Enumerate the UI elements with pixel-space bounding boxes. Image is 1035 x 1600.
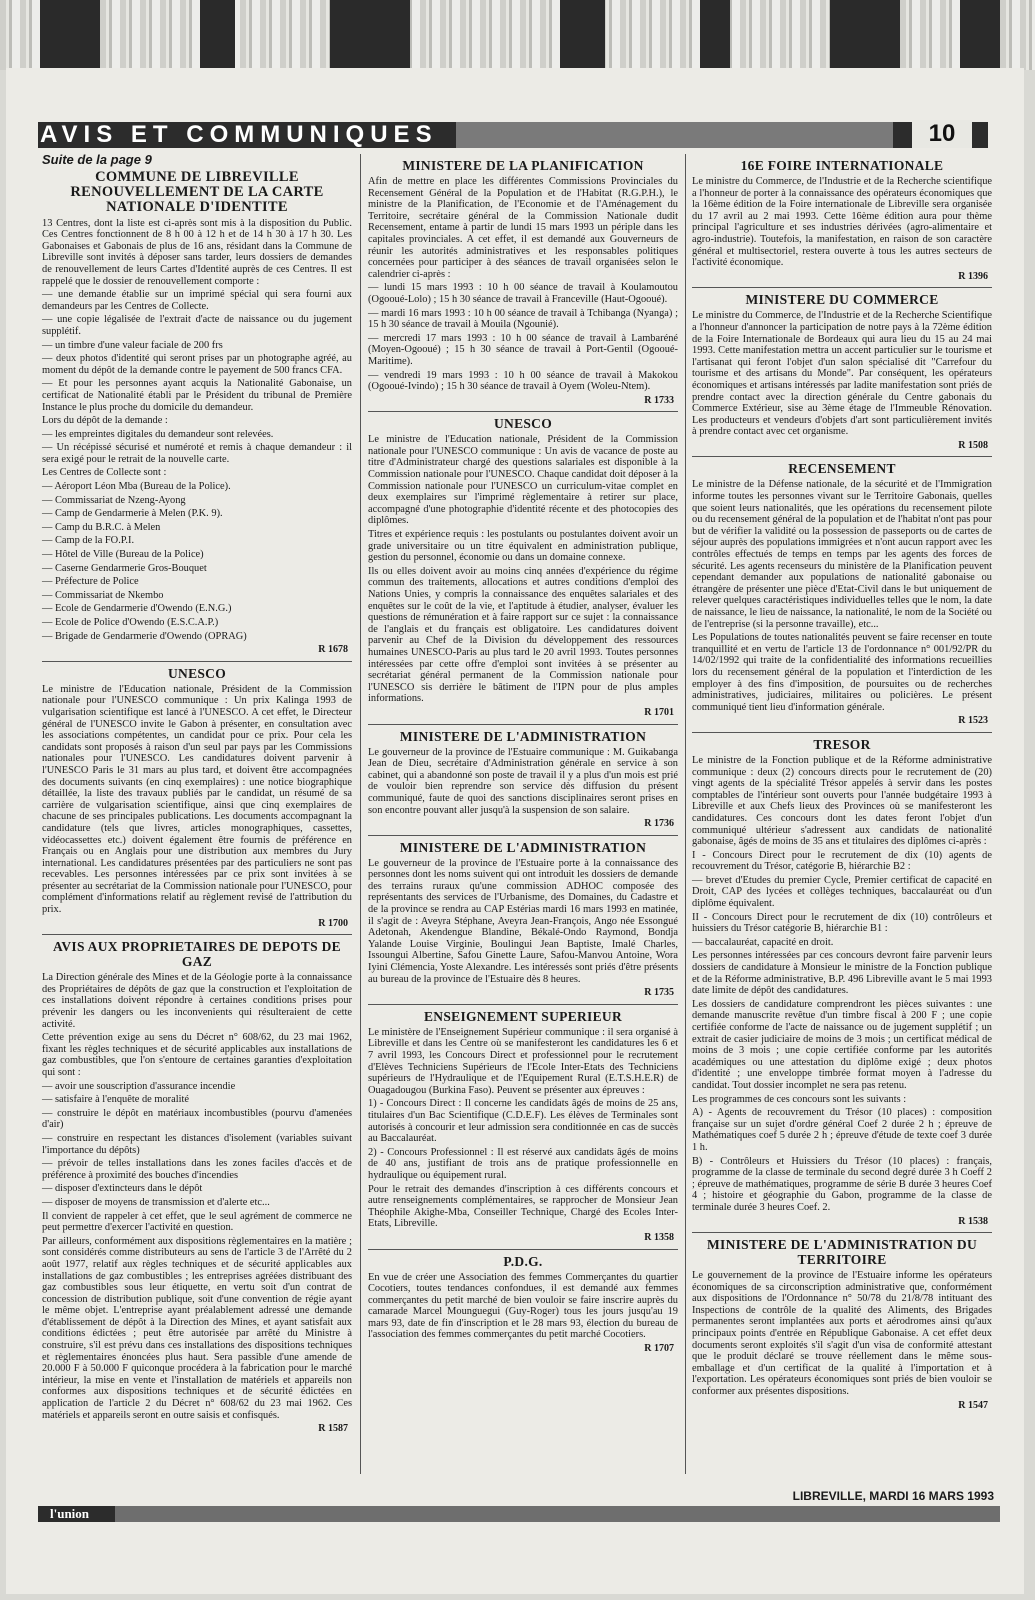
notice-administration-2 bbox=[368, 840, 678, 999]
page-number: 10 bbox=[912, 120, 972, 148]
notice-gas-depots bbox=[42, 939, 352, 1435]
notice-title: UNESCO bbox=[167, 665, 227, 681]
reference-code: R 1508 bbox=[958, 439, 988, 451]
notice-title: MINISTERE DE L'ADMINISTRATION bbox=[399, 728, 647, 744]
notice-administration-1 bbox=[368, 729, 678, 830]
list-item: — prévoir de telles installations dans les zones faciles d'accès et de préférence à proximité des bouches d'incendies bbox=[42, 1158, 352, 1181]
list-item: Lors du dépôt de la demande : bbox=[42, 415, 168, 427]
list-item: — lundi 15 mars 1993 : 10 h 00 séance de travail à Koulamoutou (Ogooué-Lolo) ; 15 h 30 séance de travail à Franceville (Haut-Ogooué). bbox=[368, 282, 678, 305]
notice-recensement bbox=[692, 461, 992, 726]
notice-title: COMMUNE DE LIBREVILLE RENOUVELLEMENT DE LA CARTE NATIONALE D'IDENTITE bbox=[70, 168, 324, 215]
reference-code: R 1396 bbox=[958, 270, 988, 282]
notice-title: TRESOR bbox=[813, 736, 871, 752]
reference-code: R 1523 bbox=[958, 715, 988, 727]
notice-tresor bbox=[692, 737, 992, 1227]
notice-title: ENSEIGNEMENT SUPERIEUR bbox=[423, 1008, 623, 1024]
list-item: — les empreintes digitales du demandeur sont relevées. bbox=[42, 428, 274, 440]
notice-paragraph: En vue de créer une Association des femmes Commerçantes du quartier Cocotiers, toutes tendances confondues, il est demandé aux femmes commerçantes du petit marché de bien vouloir se faire inscrire auprès du camarade Marcel Mounguegui (Guy-Roger) tous les jours jusqu'au 19 mars 93, date de fin d'inscription et le 28 mars 93, élection du bureau de l'association des femmes commerçantes du petit marché Cocotiers. bbox=[368, 1271, 678, 1341]
notice-title: MINISTERE DE L'ADMINISTRATION bbox=[399, 839, 647, 855]
notice-paragraph: Pour le retrait des demandes d'inscription à ces différents concours et autre renseignements complémentaires, se rapprocher de Monsieur Jean Théophile Akighe-Mba, Conseiller Technique, Chargé des Ecoles Inter-Etats, Libreville. bbox=[368, 1183, 678, 1230]
list-item: — Préfecture de Police bbox=[42, 576, 139, 588]
divider bbox=[368, 724, 678, 725]
notice-title: MINISTERE DE LA PLANIFICATION bbox=[402, 158, 644, 173]
list-item: — Camp de Gendarmerie à Melen (P.K. 9). bbox=[42, 508, 223, 520]
notice-paragraph: Ils ou elles doivent avoir au moins cinq années d'expérience du régime commun des traitements, allocations et autres conditions d'emploi des Nations Unies, y compris la connaissance des enquêtes salariales et des enquêtes sur le coût de la vie, et l'aptitude à étudier, analyser, évaluer les questions de rémunération et à faire rapport sur ce sujet : la connaissance de l'anglais et du français est obligatoire. Les candidatures doivent parvenir au Chef de la Division du développement des ressources humaines UNESCO-Paris au plus tard le 20 avril 1993. Toutes personnes intéressées par cette offre d'emploi sont invitées à se présenter au secrétariat général permanent de la Commission nationale pour l'UNESCO sis derrière le bâtiment de l'IPN pour de plus amples informations. bbox=[368, 565, 678, 705]
notice-territoire bbox=[692, 1237, 992, 1411]
notice-unesco-prize bbox=[42, 666, 352, 929]
notice-title: MINISTERE DE L'ADMINISTRATION DU TERRITOIRE bbox=[706, 1237, 977, 1268]
divider bbox=[692, 287, 992, 288]
list-item: II - Concours Direct pour le recrutement de dix (10) contrôleurs et huissiers du Trésor catégorie B, hiérarchie B1 : bbox=[692, 911, 992, 935]
notice-paragraph: Le ministre du Commerce, de l'Industrie et de la Recherche Scientifique a l'honneur d'annoncer la participation de notre pays à la 72ème édition de la Foire Internationale de Bordeaux qui aura lieu du 15 au 24 mai 1993. Cette manifestation mettra un accent particulier sur le tourisme et l'artisanat qui feront l'objet d'un salon spécialisé dit "Carrefour du tourisme et des artisans du Monde". Par conséquent, les opérateurs économiques et artisans intéressés par ladite manifestation sont priés de prendre contact avec la direction générale du Centre gabonais du Commerce Extérieur, sise au 3ème étage de l'Immeuble Rénovation. Les producteurs et vendeurs d'objets d'art sont particulièrement invités à prendre contact avec cet organisme. bbox=[692, 310, 992, 438]
list-item: — une copie légalisée de l'extrait d'acte de naissance ou du jugement supplétif. bbox=[42, 314, 352, 337]
reference-code: R 1701 bbox=[644, 706, 674, 718]
column-middle bbox=[368, 154, 678, 1357]
notice-title: AVIS AUX PROPRIETAIRES DE DEPOTS DE GAZ bbox=[53, 939, 341, 970]
list-item: — Un récépissé sécurisé et numéroté et remis à chaque demandeur : il sera exigé pour le retrait de la nouvelle carte. bbox=[42, 442, 352, 465]
divider bbox=[368, 1249, 678, 1250]
notice-paragraph: Le gouverneur de la province de l'Estuaire porte à la connaissance des personnes dont les noms suivent qui ont introduit les dossiers de demande des terrains ruraux qu'une commission ADHOC composée des représentants des services de l'Urbanisme, des Domaines, du Cadastre et de la province se rendra au CAP Estérias mardi 16 mars 1993 en matinée, il s'agit de : Aveyra Stéphane, Aveyra Jean-François, Ango née Essongué Adetonah, Akendengue Blandine, Békalé-Ondo Raymond, Bondja Yalande Louise Virginie, Boulingui Jean Baptiste, Imalé Charles, Issoungui Albertine, Safou Ginette Laure, Safou-Manvou Antoine, Wora Iyini Clémencia, Yoste Alexandre. Les intéressés sont priés d'être présents au bureau de la province de l'Estuaire dès 8 heures. bbox=[368, 857, 678, 985]
column-rule bbox=[685, 154, 686, 1474]
list-item: — satisfaire à l'enquête de moralité bbox=[42, 1094, 189, 1106]
notice-paragraph: Il convient de rappeler à cet effet, que le seul agrément de commerce ne peut permettre d'exercer l'activité en question. bbox=[42, 1210, 352, 1234]
notice-paragraph: Le ministre du Commerce, de l'Industrie et de la Recherche scientifique a l'honneur de porter à la connaissance des opérateurs économiques que la 16ème édition de la Foire internationale de Libreville sera organisée du 17 avril au 2 mai 1993. Cette 16ème édition aura pour thème principal l'agriculture et ses industries dérivées (agro-alimentaire et agro-industrie). Toutefois, la manifestation, en raison de son caractère général et multisectoriel, restera ouverte à tous les autres secteurs de l'activité économique. bbox=[692, 176, 992, 269]
newspaper-name: l'union bbox=[50, 1506, 90, 1521]
photo-top-margin bbox=[0, 0, 1035, 70]
list-item: — deux photos d'identité qui seront prises par un photographe agréé, au moment du dépôt de la demande contre le payement de 500 francs CFA. bbox=[42, 353, 352, 376]
notice-title: RECENSEMENT bbox=[788, 461, 896, 477]
notice-paragraph: Le ministre de l'Education nationale, Président de la Commission nationale pour l'UNESCO communique : Un prix Kalinga 1993 de vulgarisation scientifique est lancé à l'UNESCO. A cet effet, le Directeur général de l'UNESCO invite le Gabon à présenter, en consultation avec les associations compétentes, un candidat pour ce prix. Pour cela les candidats sont proposés à raison d'un seul par pays par les Commissions nationales pour l'UNESCO. Les candidatures doivent parvenir à l'UNESCO Paris le 31 mars au plus tard, et doivent être accompagnées des documents suivants (en cinq exemplaires) : une notice biographique détaillée, la liste des travaux publiés par le candidat, un résumé de sa carrière de vulgarisation scientifique, ainsi que cinq exemplaires de chacune de ses principales publications. Les documents accompagnant la candidature (tels que livres, articles monographiques, cassettes, vidéocassettes etc.) doivent également être fournis de préférence en Français ou en Anglais pour une distribution aux membres du Jury international. Les candidatures présentées par des particuliers ne sont pas recevables. Les personnes intéressées par ce prix sont invitées à se présenter au secrétariat de la Commission nationale pour l'UNESCO, pour complément d'informations relatif au règlement revisé de l'attribution du prix. bbox=[42, 683, 352, 916]
divider bbox=[42, 934, 352, 935]
notice-paragraph: Le ministre de l'Education nationale, Président de la Commission nationale pour l'UNESCO communique : Un avis de vacance de poste au titre d'Administrateur chargé des questions salariales est disponible à la Commission nationale pour l'UNESCO. Chaque candidat doit déposer à la Commission nationale pour l'UNESCO un curriculum-vitae complet en deux exemplaires sur l'imprimé règlementaire à retirer sur place, accompagné d'une photographie d'identité récente et des photocopies des diplômes. bbox=[368, 434, 678, 527]
notice-libreville bbox=[42, 170, 352, 656]
notice-paragraph: Les programmes de ces concours sont les suivants : bbox=[692, 1093, 907, 1105]
notice-title: P.D.G. bbox=[503, 1253, 543, 1269]
notice-paragraph: A) - Agents de recouvrement du Trésor (10 places) : composition française sur un sujet d'ordre général Coef 2 durée 2 h ; épreuve de Mathématiques coef 5 durée 2 h ; épreuve d'étude de texte coef 3 durée 1 h. bbox=[692, 1107, 992, 1153]
notice-commerce bbox=[692, 292, 992, 451]
list-item: — une demande établie sur un imprimé spécial qui sera fourni aux demandeurs par les Centres de Collecte. bbox=[42, 289, 352, 312]
list-item: — Ecole de Police d'Owendo (E.S.C.A.P.) bbox=[42, 617, 219, 628]
list-item: — vendredi 19 mars 1993 : 10 h 00 séance de travail à Makokou (Ogooué-Ivindo) ; 15 h 30 séance de travail à Oyem (Woleu-Ntem). bbox=[368, 369, 678, 393]
list-item: — construire le dépôt en matériaux incombustibles (pourvu d'amenées d'air) bbox=[42, 1107, 352, 1131]
list-item: — Commissariat de Nkembo bbox=[42, 589, 164, 601]
footer-date: LIBREVILLE, MARDI 16 MARS 1993 bbox=[792, 1489, 994, 1503]
section-title: AVIS ET COMMUNIQUES bbox=[40, 121, 438, 148]
list-item: — baccalauréat, capacité en droit. bbox=[692, 936, 834, 948]
divider bbox=[692, 1232, 992, 1233]
divider bbox=[692, 456, 992, 457]
notice-enseignement bbox=[368, 1009, 678, 1244]
column-left bbox=[42, 154, 352, 1437]
list-item: I - Concours Direct pour le recrutement de dix (10) agents de recouvrement du Trésor, catégorie B, hiérarchie B2 : bbox=[692, 849, 992, 873]
notice-planification bbox=[368, 158, 678, 406]
notice-paragraph: Par ailleurs, conformément aux dispositions règlementaires en la matière ; sont considérés comme distributeurs au sens de l'article 3 de l'Arrêté du 2 août 1977, relatif aux règles techniques et de sécurité applicables aux installations de gaz combustibles ; les entreprises agréées distribuant des gaz combustibles sous leur étiquette, en vertu soit d'un contrat de concession de distribution publique, soit d'une convention de régie ayant le même objet. L'entreprise ayant préalablement adressé une demande d'établissement de dépôt à la Direction des Mines, et ayant satisfait aux conditions édictées ; peut être autorisée par arrêté du Ministre à construire, s'il est prévu dans ces installations des dispositions techniques et règlementaires énoncées plus haut. Sera passible d'une amende de 20.000 F à 50.000 F quiconque procédera à la fabrication pour le marché intérieur, la mise en vente et l'installation de matériels et appareils non conformes aux dispositions techniques et de sécurité édictées en application de l'article 2 du Décret n° 608/62 du 23 mai 1962. Ces matériels et appareils seront en outre saisis et confisqués. bbox=[42, 1235, 352, 1421]
notice-unesco-vacancy bbox=[368, 416, 678, 718]
continued-note: Suite de la page 9 bbox=[42, 152, 152, 167]
notice-paragraph: Les dossiers de candidature comprendront les pièces suivantes : une demande manuscrite revêtue d'un timbre fiscal à 200 F ; une copie certifiée conforme de l'acte de naissance ou de jugement supplétif ; un extrait de casier judiciaire de moins de 3 mois ; un certificat médical de moins de 3 mois ; une copie certifiée conforme par les autorités académiques ou une attestation du diplôme exigé ; deux photos d'identité ; une enveloppe timbrée format moyen à l'adresse du candidat. Tout dossier incomplet ne sera pas retenu. bbox=[692, 998, 992, 1091]
list-item: — Commissariat de Nzeng-Ayong bbox=[42, 494, 186, 506]
newspaper-page bbox=[6, 68, 1024, 1594]
notice-foire bbox=[692, 158, 992, 282]
notice-paragraph: La Direction générale des Mines et de la Géologie porte à la connaissance des Propriétaires de dépôts de gaz que la construction et l'exploitation de ces installations doivent répondre à certaines conditions prises pour prévenir les dangers ou les inconvenients qui résulteraient de cette activité. bbox=[42, 972, 352, 1030]
notice-pdg bbox=[368, 1254, 678, 1355]
list-item: — mercredi 17 mars 1993 : 10 h 00 séance de travail à Lambaréné (Moyen-Ogooué) ; 15 h 30 séance de travail à Port-Gentil (Ogooué-Maritime). bbox=[368, 332, 678, 367]
notice-paragraph: Le ministère de l'Enseignement Supérieur communique : il sera organisé à Libreville et dans les Centre où se manifesteront les candidatures les 6 et 7 avril 1993, les Concours Direct et professionnel pour le recrutement d'Elèves Techniciens Supérieurs de l'Ecole Inter-Etats des Techniciens supérieurs de l'Hydraulique et de l'Equipement Rural (E.T.S.H.E.R) de Ouagadougou (Burkina Faso). Peuvent se présenter aux épreuves : bbox=[368, 1026, 678, 1096]
list-item: Les Centres de Collecte sont : bbox=[42, 467, 167, 479]
notice-paragraph: Les personnes intéressées par ces concours devront faire parvenir leurs dossiers de candidature à Monsieur le ministre de la Fonction publique et de la Réforme administrative, B.P. 496 Libreville avant le 5 mai 1993 date limite de dépôt des candidatures. bbox=[692, 950, 992, 997]
divider bbox=[368, 835, 678, 836]
reference-code: R 1733 bbox=[644, 394, 674, 406]
column-rule bbox=[360, 154, 361, 1474]
reference-code: R 1736 bbox=[644, 818, 674, 830]
notice-paragraph: Afin de mettre en place les différentes Commissions Provinciales du Recensement Général de la Population et de l'Habitat (R.G.P.H.), le ministre de la Planification, de l'Economie et de l'Aménagement du Territoire, secrétaire général de la Commission Nationale dudit Recensement, entame à partir de lundi 15 mars 1993 un périple dans les capitales provinciales. A cet effet, il est demandé aux Gouverneurs de réunir les autorités administratives et les responsables politiques concernées pour participer à des séances de travail organisées selon le calendrier ci-après : bbox=[368, 176, 678, 280]
reference-code: R 1538 bbox=[958, 1215, 988, 1227]
list-item: — brevet d'Etudes du premier Cycle, Premier certificat de capacité en Droit, CAP des lycées et collèges techniques, baccalauréat ou d'un diplôme équivalent. bbox=[692, 874, 992, 910]
list-item: — Camp de la FO.P.I. bbox=[42, 535, 135, 547]
reference-code: R 1700 bbox=[318, 917, 348, 929]
list-item: — disposer d'extincteurs dans le dépôt bbox=[42, 1183, 203, 1195]
notice-paragraph: B) - Contrôleurs et Huissiers du Trésor (10 places) : français, programme de la classe de terminale du second degré durée 3 h Coeff 2 ; épreuve de mathématiques, programme de série B durée 3 heures Coef 4 ; histoire et géographie du Gabon, programme de la classe de terminale durée 3 heures Coef. 2. bbox=[692, 1155, 992, 1213]
notice-title: UNESCO bbox=[493, 416, 553, 432]
column-right bbox=[692, 154, 992, 1413]
notice-paragraph: Le ministre de la Fonction publique et de la Réforme administrative communique : deux (2) concours directs pour le recrutement de (20) vingt agents de la spécialité Trésor appelés à servir dans les postes comptables de l'intérieur sont ouverts pour l'année budgétaire 1993 à Libreville et aux Chefs lieux des Provinces où se manifesteront les candidatures. Ces concours dont les dates feront l'objet d'un communiqué ultérieur s'adressent aux candidats de nationalité gabonaise, âgés de moins de 35 ans et titulaires des diplômes ci-après : bbox=[692, 754, 992, 848]
reference-code: R 1678 bbox=[318, 644, 348, 656]
list-item: — un timbre d'une valeur faciale de 200 frs bbox=[42, 339, 223, 351]
list-item: — construire en respectant les distances d'isolement (variables suivant l'importance du dépôts) bbox=[42, 1132, 352, 1156]
list-item: — Ecole de Gendarmerie d'Owendo (E.N.G.) bbox=[42, 603, 232, 615]
list-item: — mardi 16 mars 1993 : 10 h 00 séance de travail à Tchibanga (Nyanga) ; 15 h 30 séance de travail à Mouila (Ngounié). bbox=[368, 307, 678, 331]
notice-paragraph: Le ministre de la Défense nationale, de la sécurité et de l'Immigration informe toutes les personnes vivant sur le Territoire Gabonais, quelles que soient leurs nationalités, que les opérations du recensement pilote ou du recensement général de la population et de l'habitat n'ont pas pour but de vérifier la validité ou la possession de passeports ou de cartes de séjour auprès des populations immigrées et n'ont aucun rapport avec les contrôles effectués de temps en temps par les agents des forces de sécurité. Les agents recenseurs du ministère de la Planification peuvent cependant demander aux populations de nationalité gabonaise ou étrangère de présenter une pièce d'Etat-Civil dans le but uniquement de relever quelques caractéristiques individuelles telles que le nom, la date de naissance, le lieu de naissance, la nationalité, le nom de la Société ou de l'entreprise (si la personne travaille), etc... bbox=[692, 479, 992, 630]
notice-paragraph: 1) - Concours Direct : Il concerne les candidats âgés de moins de 25 ans, titulaires d'un Bac Scientifique (C.D.E.F). Les élèves de Terminales sont autorisés à concourir et leur admission sera conditionnée en cas de succès au Baccalauréat. bbox=[368, 1098, 678, 1145]
notice-title: MINISTERE DU COMMERCE bbox=[745, 292, 939, 308]
notice-paragraph: 2) - Concours Professionnel : Il est réservé aux candidats âgés de moins de 40 ans, justifiant de trois ans de pratique professionnelle en hydraulique ou équipement rural. bbox=[368, 1146, 678, 1181]
reference-code: R 1735 bbox=[644, 987, 674, 999]
notice-paragraph: Les Populations de toutes nationalités peuvent se faire recenser en toute tranquillité et en vertu de l'article 13 de l'ordonnance n° 001/92/PR du 14/02/1992 qui traite de la confidentialité des informations recueillies lors du recensement général de la population et l'interdiction de les employer à des fins d'imposition, de poursuites ou de recherches administratives, judiciaires, militaires ou policières. Le présent communiqué tient lieu d'information générale. bbox=[692, 632, 992, 713]
notice-paragraph: Titres et expérience requis : les postulants ou postulantes doivent avoir un grade universitaire ou un titre équivalent en administration publique, gestion du personnel, économie ou dans un domaine connexe. bbox=[368, 529, 678, 564]
list-item: — Brigade de Gendarmerie d'Owendo (OPRAG) bbox=[42, 630, 247, 642]
notice-paragraph: Le gouvernement de la province de l'Estuaire informe les opérateurs économiques de sa circonscription administrative que, conformément aux dispositions de l'Ordonnance n° 50/78 du 21/8/78 intituant des Inspections de contrôle de la qualité des Aliments, des Brigades permanentes seront implantées aux ports et aérodromes ainsi qu'aux principaux points d'entrée en République Gabonaise. A cet effet deux documents seront exploités s'il s'agit d'un visa de conformité attestant que le produit déclaré se trouve réellement dans le même sous-emballage et d'un certificat de la qualité à l'importation et à l'exportation. Les opérateurs économiques sont priés de bien vouloir se conformer aux présentes dispositions. bbox=[692, 1270, 992, 1398]
divider bbox=[692, 732, 992, 733]
notice-paragraph: Le gouverneur de la province de l'Estuaire communique : M. Guikabanga Jean de Dieu, secrétaire d'Administration générale en service à son cabinet, qui a abandonné son poste de travail il y a plus d'un mois est prié de vouloir bien reprendre son service dès diffusion du présent communiqué, faute de quoi des sanctions disciplinaires seront prises en son encontre pouvant aller jusqu'à la suspension de son salaire. bbox=[368, 746, 678, 816]
reference-code: R 1707 bbox=[644, 1343, 674, 1355]
list-item: — Caserne Gendarmerie Gros-Bouquet bbox=[42, 562, 207, 574]
notice-title: 16E FOIRE INTERNATIONALE bbox=[740, 158, 944, 173]
reference-code: R 1547 bbox=[958, 1399, 988, 1411]
reference-code: R 1587 bbox=[318, 1423, 348, 1435]
divider bbox=[368, 411, 678, 412]
divider bbox=[368, 1004, 678, 1005]
reference-code: R 1358 bbox=[644, 1231, 674, 1243]
notice-paragraph: 13 Centres, dont la liste est ci-après sont mis à la disposition du Public. Ces Centres fonctionnent de 8 h 00 à 12 h et de 14 h 30 à 17 h 30. Les Gabonaises et Gabonais de plus de 16 ans, résidant dans la Commune de Libreville sont invités à déposer sans tarder, leurs dossiers de demandes de renouvellement de leurs Cartes d'Identité auprès de ces Centres. Il est rappelé que le dossier de renouvellement comporte : bbox=[42, 217, 352, 287]
list-item: — Camp du B.R.C. à Melen bbox=[42, 521, 161, 533]
footer-bar bbox=[38, 1506, 1000, 1522]
notice-paragraph: Cette prévention exige au sens du Décret n° 608/62, du 23 mai 1962, fixant les règles techniques et de sécurité applicables aux installations de gaz combustibles, que l'on s'entoure de certaines garanties d'exploitation qui sont : bbox=[42, 1032, 352, 1078]
divider bbox=[42, 661, 352, 662]
list-item: — Et pour les personnes ayant acquis la Nationalité Gabonaise, un certificat de Nationalité établi par le Président du tribunal de Première Instance le plus proche du domicile du demandeur. bbox=[42, 378, 352, 413]
list-item: — Aéroport Léon Mba (Bureau de la Police). bbox=[42, 481, 231, 493]
list-item: — avoir une souscription d'assurance incendie bbox=[42, 1080, 236, 1092]
list-item: — Hôtel de Ville (Bureau de la Police) bbox=[42, 549, 204, 561]
list-item: — disposer de moyens de transmission et d'alerte etc... bbox=[42, 1196, 270, 1208]
